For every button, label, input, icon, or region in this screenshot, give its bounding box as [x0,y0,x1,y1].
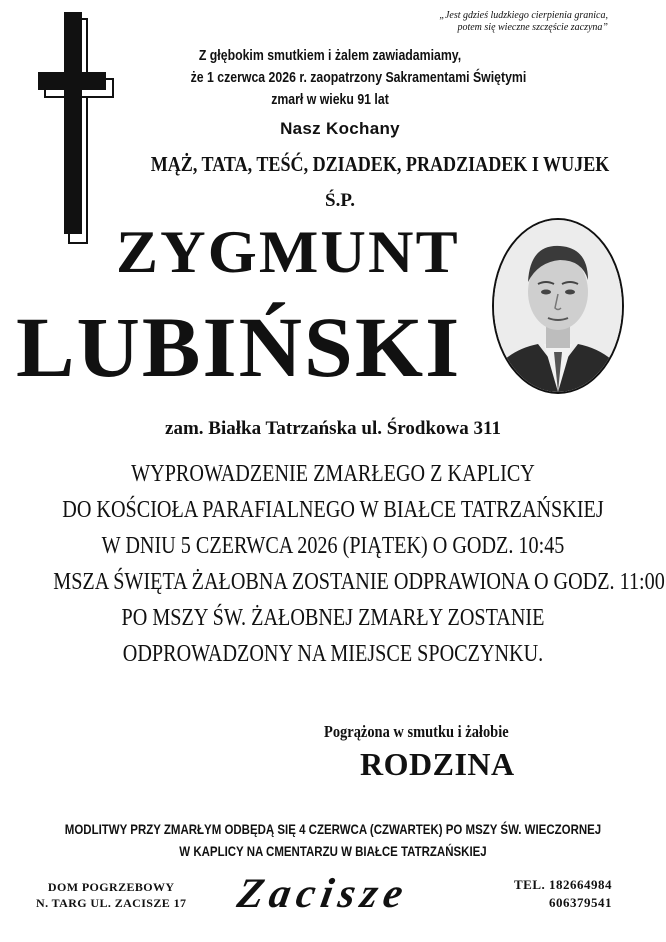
funeral-home-info [36,879,186,911]
mourning-text: Pogrążona w smutku i żałobie [324,722,509,741]
ceremony-line-2: DO KOŚCIOŁA PARAFIALNEGO W BIAŁCE TATRZAŃSKIEJ [62,497,604,523]
ceremony-line-1: WYPROWADZENIE ZMARŁEGO Z KAPLICY [131,461,535,487]
quote-line-2: potem się wieczne szczęście zaczyna” [457,22,608,33]
last-name: LUBIŃSKI [16,299,462,395]
prayer-line-2: W KAPLICY NA CMENTARZU W BIAŁCE TATRZAŃSKIEJ [179,843,487,859]
prayer-line-1: MODLITWY PRZY ZMARŁYM ODBĘDĄ SIĘ 4 CZERWCA (CZWARTEK) PO MSZY ŚW. WIECZORNEJ [64,821,602,837]
relations: MĄŻ, TATA, TEŚĆ, DZIADEK, PRADZIADEK I WUJEK [150,152,610,176]
announcement [190,45,527,111]
funeral-home-label: DOM POGRZEBOWY [47,880,175,894]
quote [439,10,608,34]
announcement-line-1: Z głębokim smutkiem i żalem zawiadamiamy, [198,47,462,64]
deceased-portrait [492,218,624,394]
ceremony-line-6: ODPROWADZONY NA MIEJSCE SPOCZYNKU. [122,641,544,667]
our-beloved: Nasz Kochany [280,119,400,138]
latin-cross-icon [38,12,118,248]
prayer-info [60,818,606,862]
announcement-line-2: że 1 czerwca 2026 r. zaopatrzony Sakramentami Świętymi [190,69,527,86]
quote-line-1: „Jest gdzieś ludzkiego cierpienia granica, [439,10,608,21]
ceremony-line-4: MSZA ŚWIĘTA ŻAŁOBNA ZOSTANIE ODPRAWIONA O GODZ. 11:00 [53,569,665,595]
family-label: RODZINA [360,746,515,782]
funeral-home-address: N. TARG UL. ZACISZE 17 [36,896,187,910]
phone-1: TEL. 182664984 [513,877,612,892]
ceremony-line-5: PO MSZY ŚW. ŻAŁOBNEJ ZMARŁY ZOSTANIE [121,605,545,631]
ceremony-details [53,456,665,672]
sp-label: Ś.P. [325,190,355,211]
funeral-home-logo: Zacisze [233,871,413,917]
address: zam. Białka Tatrzańska ul. Środkowa 311 [165,418,501,439]
announcement-line-3: zmarł w wieku 91 lat [271,91,389,108]
ceremony-line-3: W DNIU 5 CZERWCA 2026 (PIĄTEK) O GODZ. 10:45 [101,533,565,559]
phone-2: 606379541 [549,895,612,910]
first-name: ZYGMUNT [116,219,460,285]
phone-numbers [472,876,612,912]
